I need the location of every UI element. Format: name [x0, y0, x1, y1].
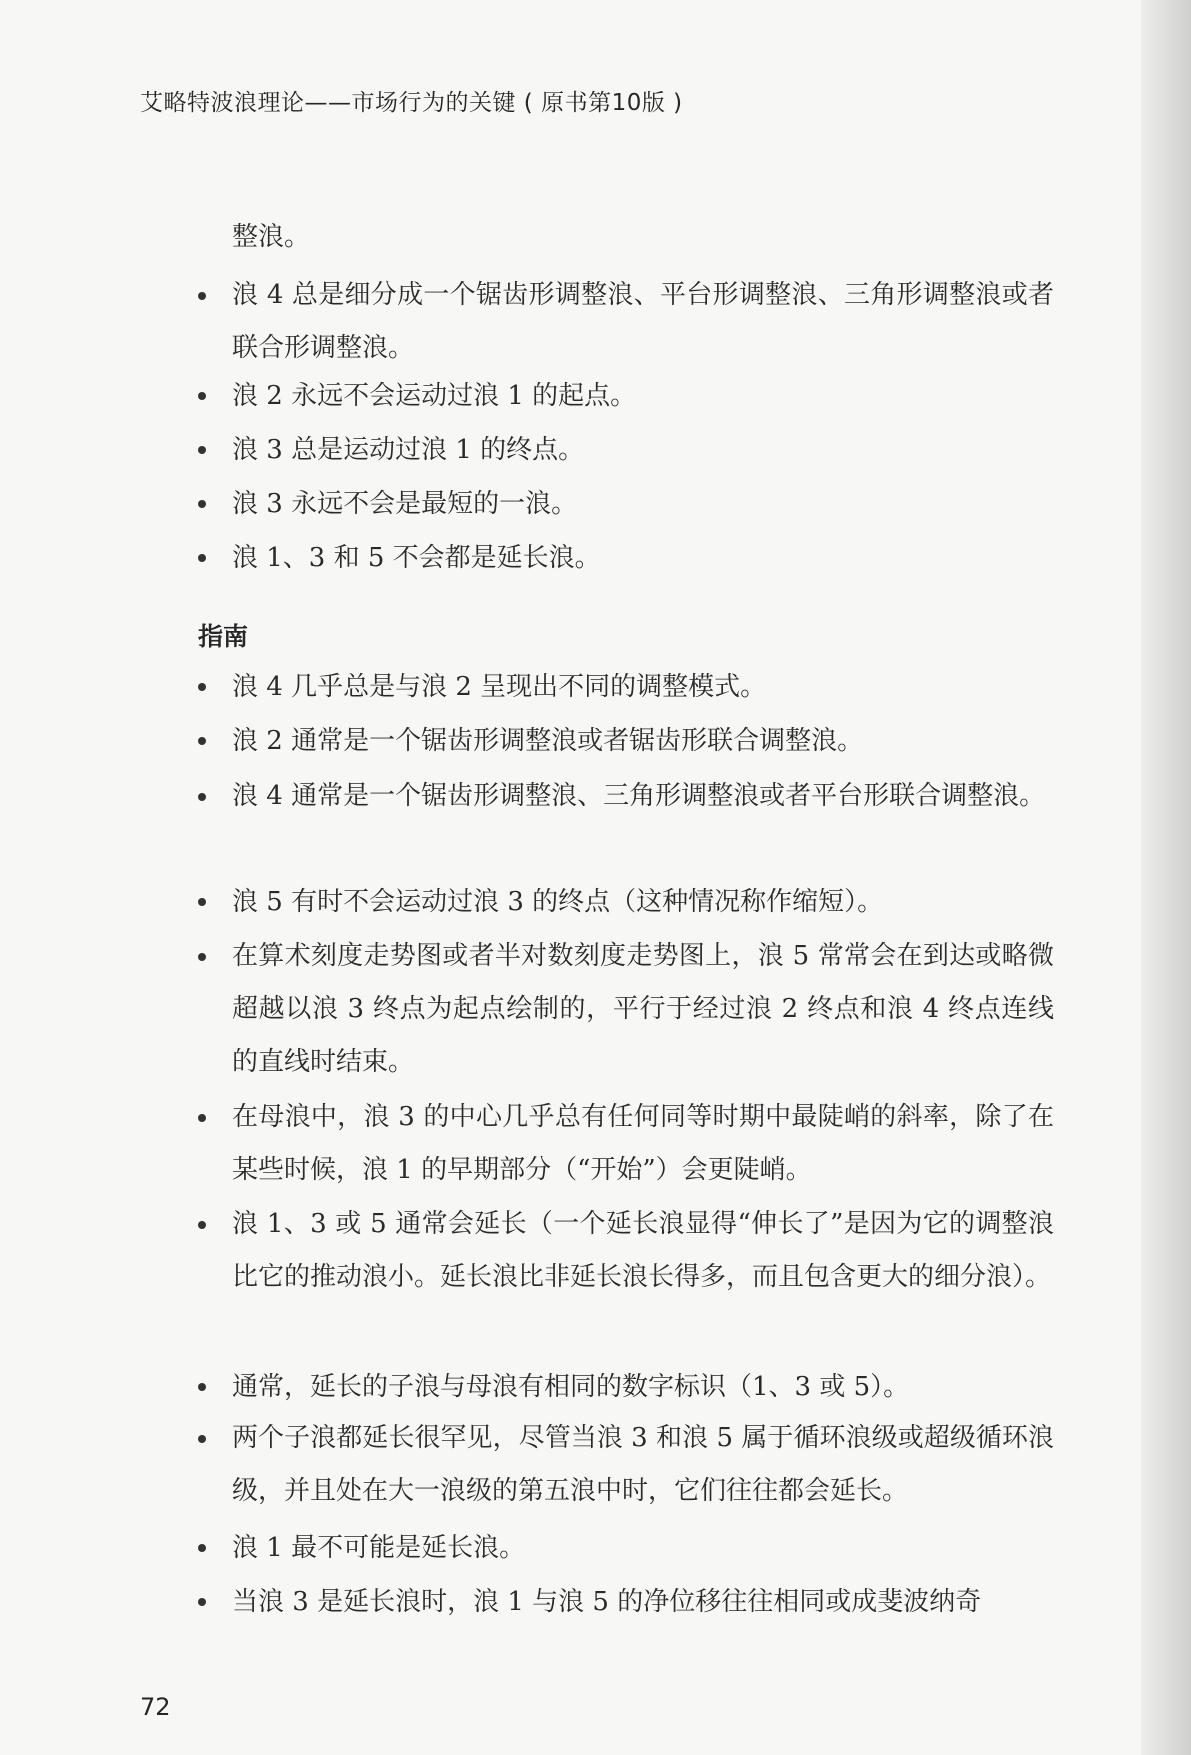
list-item-text: 浪 2 永远不会运动过浪 1 的起点。 — [232, 381, 637, 411]
bullet-icon — [198, 898, 206, 906]
list-item-text: 浪 1、3 和 5 不会都是延长浪。 — [232, 543, 601, 573]
bullet-icon — [198, 1435, 206, 1443]
list-item-text: 当浪 3 是延长浪时，浪 1 与浪 5 的净位移往往相同或成斐波纳奇 — [232, 1587, 982, 1617]
running-header: 艾略特波浪理论——市场行为的关键 ( 原书第10版 ) — [140, 90, 683, 116]
bullet-icon — [198, 737, 206, 745]
bullet-icon — [198, 500, 206, 508]
list-item-text: 两个子浪都延长很罕见，尽管当浪 3 和浪 5 属于循环浪级或超级循环浪级，并且处在大一浪级的第五浪中时，它们往往都会延长。 — [232, 1423, 1054, 1506]
section-heading: 指南 — [198, 622, 249, 651]
list-item-text: 浪 1、3 或 5 通常会延长（一个延长浪显得“伸长了”是因为它的调整浪比它的推动浪小。延长浪比非延长浪长得多，而且包含更大的细分浪）。 — [232, 1209, 1054, 1292]
bullet-icon — [198, 1114, 206, 1122]
bullet-icon — [198, 554, 206, 562]
page-edge-shadow — [1141, 0, 1191, 1755]
bullet-icon — [198, 1221, 206, 1229]
bullet-icon — [198, 1598, 206, 1606]
continuation-text: 整浪。 — [232, 222, 311, 252]
list-item-text: 浪 5 有时不会运动过浪 3 的终点（这种情况称作缩短）。 — [232, 887, 884, 917]
bullet-icon — [198, 292, 206, 300]
bullet-icon — [198, 953, 206, 961]
bullet-icon — [198, 446, 206, 454]
bullet-icon — [198, 1383, 206, 1391]
bullet-icon — [198, 793, 206, 801]
bullet-icon — [198, 1544, 206, 1552]
list-item-text: 浪 1 最不可能是延长浪。 — [232, 1533, 526, 1563]
list-item-text: 在母浪中，浪 3 的中心几乎总有任何同等时期中最陡峭的斜率，除了在某些时候，浪 1 的早期部分（“开始”）会更陡峭。 — [232, 1102, 1054, 1185]
list-item-text: 浪 4 通常是一个锯齿形调整浪、三角形调整浪或者平台形联合调整浪。 — [232, 781, 1046, 811]
list-item-text: 在算术刻度走势图或者半对数刻度走势图上，浪 5 常常会在到达或略微超越以浪 3 终点为起点绘制的，平行于经过浪 2 终点和浪 4 终点连线的直线时结束。 — [232, 941, 1054, 1077]
list-item-text: 浪 3 总是运动过浪 1 的终点。 — [232, 435, 585, 465]
list-item-text: 通常，延长的子浪与母浪有相同的数字标识（1、3 或 5）。 — [232, 1372, 910, 1402]
list-item-text: 浪 3 永远不会是最短的一浪。 — [232, 489, 578, 519]
list-item-text: 浪 4 几乎总是与浪 2 呈现出不同的调整模式。 — [232, 672, 767, 702]
bullet-icon — [198, 683, 206, 691]
list-item-text: 浪 4 总是细分成一个锯齿形调整浪、平台形调整浪、三角形调整浪或者联合形调整浪。 — [232, 280, 1054, 363]
list-item-text: 浪 2 通常是一个锯齿形调整浪或者锯齿形联合调整浪。 — [232, 726, 864, 756]
bullet-icon — [198, 392, 206, 400]
page-number: 72 — [140, 1693, 171, 1721]
